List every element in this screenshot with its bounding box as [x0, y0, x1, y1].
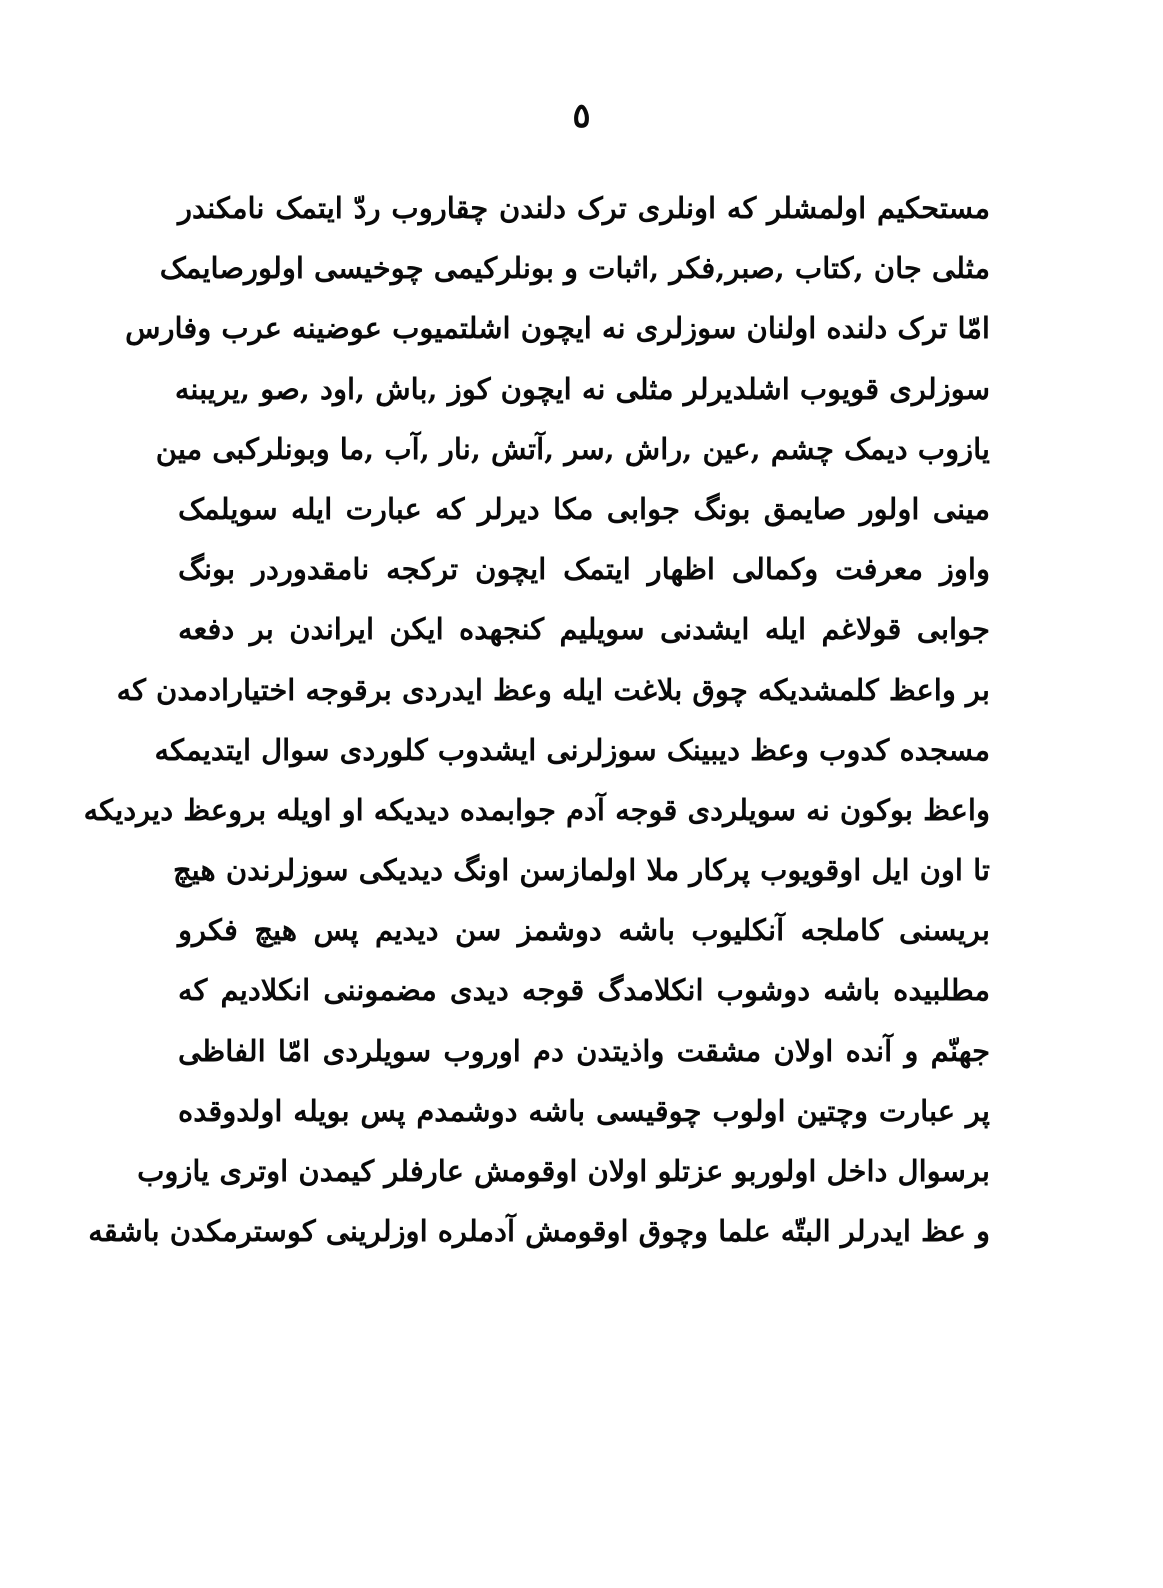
- text-line: جهنّم و آنده اولان مشقت واذیتدن دم اوروب سویلردی امّا الفاظی: [178, 1033, 990, 1068]
- text-line: مثلی جان ,کتاب ,صبر,فکر ,اثبات و بونلرکیمی چوخیسی اولورصایمک: [159, 251, 990, 286]
- text-line: واعظ بوکون نه سویلردی قوجه آدم جوابمده دیدیکه او اویله بروعظ دیردیکه: [83, 792, 990, 827]
- text-line: مطلبیده باشه دوشوب انکلامدگ قوجه دیدی مضموننی انکلادیم که: [178, 973, 990, 1008]
- text-line: یازوب دیمک چشم ,عین ,راش ,سر ,آتش ,نار ,آب ,ما وبونلرکبی مین: [155, 431, 990, 466]
- page-number: ٥: [572, 96, 591, 136]
- text-line: برسوال داخل اولوربو عزتلو اولان اوقومش عارفلر کیمدن اوتری یازوب: [137, 1154, 990, 1188]
- text-line: بریسنی کاملجه آنکلیوب باشه دوشمز سن دیدیم پس هیچ فکرو: [178, 913, 990, 948]
- text-line: بر واعظ کلمشدیکه چوق بلاغت ایله وعظ ایدردی برقوجه اختیارادمدن که: [116, 672, 990, 707]
- text-line: تا اون ایل اوقویوب پرکار ملا اولمازسن اونگ دیدیکی سوزلرندن هیچ: [172, 853, 990, 888]
- text-line: پر عبارت وچتین اولوب چوقیسی باشه دوشمدم پس بویله اولدوقده: [178, 1093, 990, 1128]
- text-line: مستحکیم اولمشلر که اونلری ترک دلندن چقاروب ردّ ایتمک نامکندر: [178, 191, 990, 225]
- text-line: و عظ ایدرلر البتّه علما وچوق اوقومش آدملره اوزلرینی کوسترمکدن باشقه: [88, 1214, 990, 1249]
- text-line: واوز معرفت وکمالی اظهار ایتمک ایچون ترکجه نامقدوردر بونگ: [178, 552, 990, 587]
- text-line: مینی اولور صایمق بونگ جوابی مکا دیرلر که عبارت ایله سویلمک: [178, 491, 990, 526]
- text-line: مسجده کدوب وعظ دیبینک سوزلرنی ایشدوب کلوردی سوال ایتدیمکه: [154, 732, 990, 767]
- body-text: [83, 178, 990, 1261]
- text-line: سوزلری قویوب اشلدیرلر مثلی نه ایچون کوز ,باش ,اود ,صو ,یریبنه: [174, 371, 990, 406]
- text-line: جوابی قولاغم ایله ایشدنی سویلیم کنجهده ایکن ایراندن بر دفعه: [178, 612, 990, 647]
- text-line: امّا ترک دلنده اولنان سوزلری نه ایچون اشلتمیوب عوضینه عرب وفارس: [125, 311, 990, 346]
